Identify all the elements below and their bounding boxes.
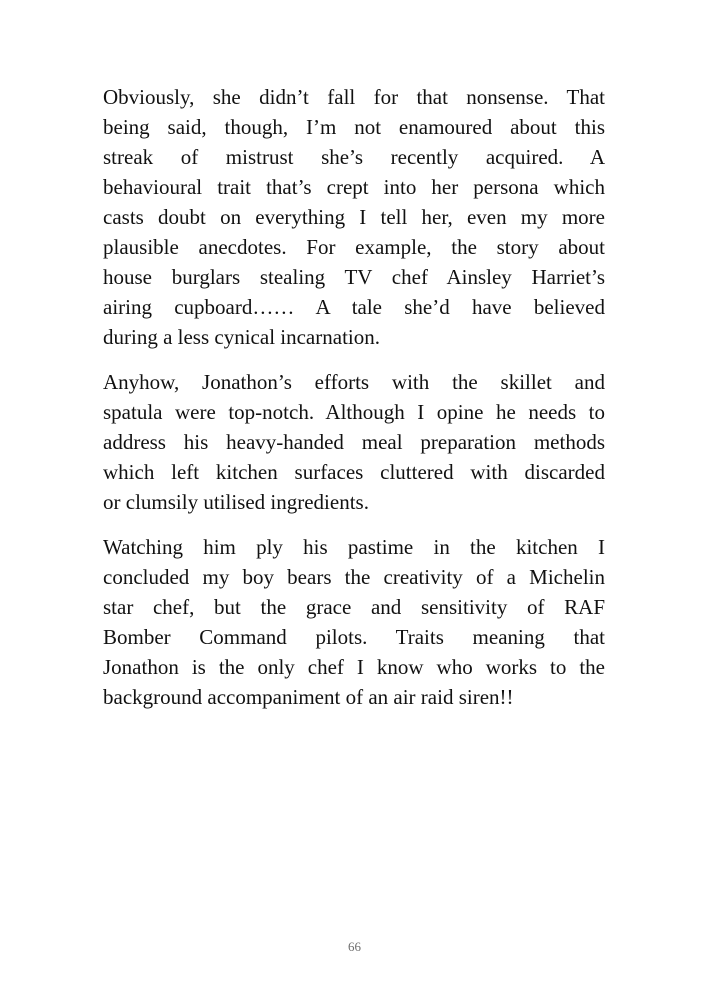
text-line: concluded my boy bears the creativity of a Michelin bbox=[103, 565, 605, 589]
text-line: plausible anecdotes. For example, the story about bbox=[103, 235, 605, 259]
text-line: star chef, but the grace and sensitivity of RAF bbox=[103, 595, 605, 619]
text-line: casts doubt on everything I tell her, even my more bbox=[103, 205, 605, 229]
text-line: Watching him ply his pastime in the kitchen I bbox=[103, 535, 605, 559]
paragraph-1 bbox=[103, 82, 605, 352]
text-line: during a less cynical incarnation. bbox=[103, 325, 380, 349]
text-line: Bomber Command pilots. Traits meaning that bbox=[103, 625, 605, 649]
text-line: which left kitchen surfaces cluttered with discarded bbox=[103, 460, 605, 484]
text-line: address his heavy-handed meal preparation methods bbox=[103, 430, 605, 454]
text-line: airing cupboard…… A tale she’d have believed bbox=[103, 295, 605, 319]
text-line: house burglars stealing TV chef Ainsley Harriet’s bbox=[103, 265, 605, 289]
text-line: spatula were top-notch. Although I opine he needs to bbox=[103, 400, 605, 424]
paragraph-2 bbox=[103, 367, 605, 517]
text-line: behavioural trait that’s crept into her persona which bbox=[103, 175, 605, 199]
page-text bbox=[103, 82, 605, 727]
text-line: Jonathon is the only chef I know who works to the bbox=[103, 655, 605, 679]
text-line: Anyhow, Jonathon’s efforts with the skillet and bbox=[103, 370, 605, 394]
text-line: being said, though, I’m not enamoured about this bbox=[103, 115, 605, 139]
page-number-label: 66 bbox=[348, 939, 361, 954]
paragraph-3 bbox=[103, 532, 605, 712]
text-line: or clumsily utilised ingredients. bbox=[103, 490, 369, 514]
text-line: streak of mistrust she’s recently acquired. A bbox=[103, 145, 605, 169]
text-line: Obviously, she didn’t fall for that nonsense. That bbox=[103, 85, 605, 109]
text-line: background accompaniment of an air raid siren!! bbox=[103, 685, 514, 709]
